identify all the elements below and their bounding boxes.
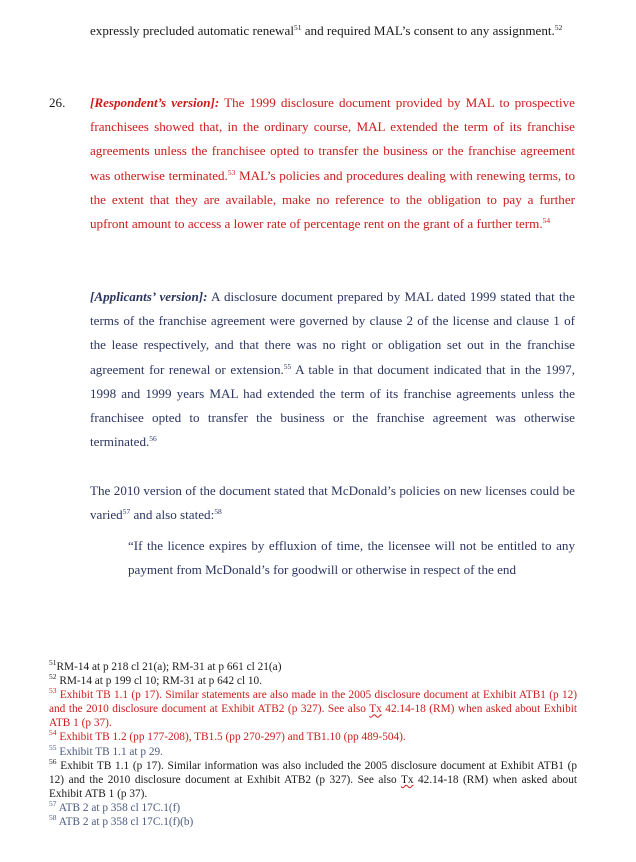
footnote-text: Exhibit TB 1.1 at p 29. bbox=[56, 745, 163, 758]
footnote-text: Exhibit TB 1.1 (p 17). Similar information was also included the 2005 disclosure document at Exhibit ATB1 (p 12) and the 2010 disclosure document at Exhibit ATB2 (p 327). See also bbox=[49, 759, 577, 786]
applicants-paragraph bbox=[90, 285, 575, 454]
footnote-ref[interactable]: 52 bbox=[554, 23, 563, 32]
footnote-ref[interactable]: 57 bbox=[122, 507, 131, 517]
footnote-number: 58 bbox=[49, 813, 57, 823]
footnote-number: 57 bbox=[49, 798, 57, 808]
footnote-ref[interactable]: 51 bbox=[293, 23, 302, 32]
footnote-52 bbox=[49, 674, 577, 688]
footnote-57 bbox=[49, 798, 577, 815]
footnote-text: Exhibit TB 1.1 (p 17). Similar statements are also made in the 2005 disclosure document at Exhibit ATB1 (p 12) and the 2010 disclosure document at Exhibit ATB2 (p 327). See also bbox=[49, 689, 577, 716]
footnote-text: ATB 2 at p 358 cl 17C.1(f) bbox=[56, 801, 181, 814]
footnote-53 bbox=[49, 688, 577, 730]
footnote-51 bbox=[49, 660, 577, 674]
version-2010-body-1: The 2010 version of the document stated that McDonald’s policies on new licenses could be varied bbox=[90, 483, 575, 523]
footnote-number: 55 bbox=[49, 742, 57, 752]
footnote-ref[interactable]: 56 bbox=[149, 434, 157, 444]
continued-text-2: and required MAL’s consent to any assignment. bbox=[301, 23, 555, 38]
applicants-heading: [Applicants’ version]: bbox=[90, 289, 208, 304]
footnote-number: 52 bbox=[49, 672, 57, 682]
footnotes-section bbox=[49, 660, 577, 829]
applicants-body-1: A disclosure document prepared by MAL dated 1999 stated that the terms of the franchise agreement were governed by clause 2 of the license and clause 1 of the lease respectively, and that there was no right or obligation set out in the franchise agreement for renewal or extension. bbox=[90, 289, 575, 377]
footnote-text: RM-14 at p 218 cl 21(a); RM-31 at p 661 cl 21(a) bbox=[56, 661, 282, 673]
footnote-text: RM-14 at p 199 cl 10; RM-31 at p 642 cl 10. bbox=[56, 675, 263, 688]
footnote-text: ATB 2 at p 358 cl 17C.1(f)(b) bbox=[56, 816, 194, 829]
footnote-ref[interactable]: 54 bbox=[542, 216, 551, 226]
version-2010-body-2: and also stated: bbox=[130, 507, 215, 523]
respondent-heading: [Respondent’s version]: bbox=[90, 95, 220, 110]
respondent-body-1: The 1999 disclosure document provided by MAL to prospective franchisees showed that, in the ordinary course, MAL extended the term of its franchise agreements unless the franchisee opted to transfer the business or the franchise agreement was otherwise terminated. bbox=[90, 95, 575, 183]
footnote-number: 51 bbox=[49, 658, 57, 667]
continued-text: expressly precluded automatic renewal bbox=[90, 23, 294, 38]
footnote-ref[interactable]: 58 bbox=[214, 507, 222, 517]
footnote-tx-ref: Tx bbox=[400, 773, 414, 786]
respondent-body-2: MAL’s policies and procedures dealing with renewing terms, to the extent that they are available, make no reference to the obligation to pay a further upfront amount to access a lower rate of percentage rent on the grant of a further term. bbox=[90, 167, 575, 232]
footnote-54 bbox=[49, 730, 577, 744]
footnote-text-b: 42.14-18 (RM) when asked about Exhibit ATB 1 (p 37). bbox=[49, 773, 577, 800]
footnote-ref[interactable]: 55 bbox=[283, 361, 292, 371]
respondent-paragraph bbox=[90, 91, 575, 236]
footnote-number: 56 bbox=[49, 756, 57, 766]
version-2010-paragraph bbox=[90, 479, 575, 527]
footnote-tx-ref: Tx bbox=[369, 703, 382, 716]
footnote-text: Exhibit TB 1.2 (pp 177-208), TB1.5 (pp 270-297) and TB1.10 (pp 489-504). bbox=[56, 731, 406, 744]
footnote-58 bbox=[49, 815, 577, 829]
footnote-ref[interactable]: 53 bbox=[227, 167, 236, 177]
applicants-body-2: A table in that document indicated that in the 1997, 1998 and 1999 years MAL had extended the term of its franchise agreements unless the franchisee opted to transfer the business or the franchise agreement was otherwise terminated. bbox=[90, 361, 575, 450]
footnote-number: 54 bbox=[49, 728, 57, 738]
footnote-number: 53 bbox=[49, 686, 57, 696]
footnote-56 bbox=[49, 756, 577, 801]
footnote-text-b: 42.14-18 (RM) when asked about Exhibit ATB 1 (p 37). bbox=[49, 703, 577, 730]
footnote-55 bbox=[49, 742, 577, 759]
paragraph-number: 26. bbox=[49, 95, 66, 110]
block-quote: “If the licence expires by effluxion of time, the licensee will not be entitled to any payment from McDonald’s for goodwill or otherwise in respect of the end bbox=[128, 538, 575, 578]
continued-paragraph bbox=[90, 19, 575, 43]
